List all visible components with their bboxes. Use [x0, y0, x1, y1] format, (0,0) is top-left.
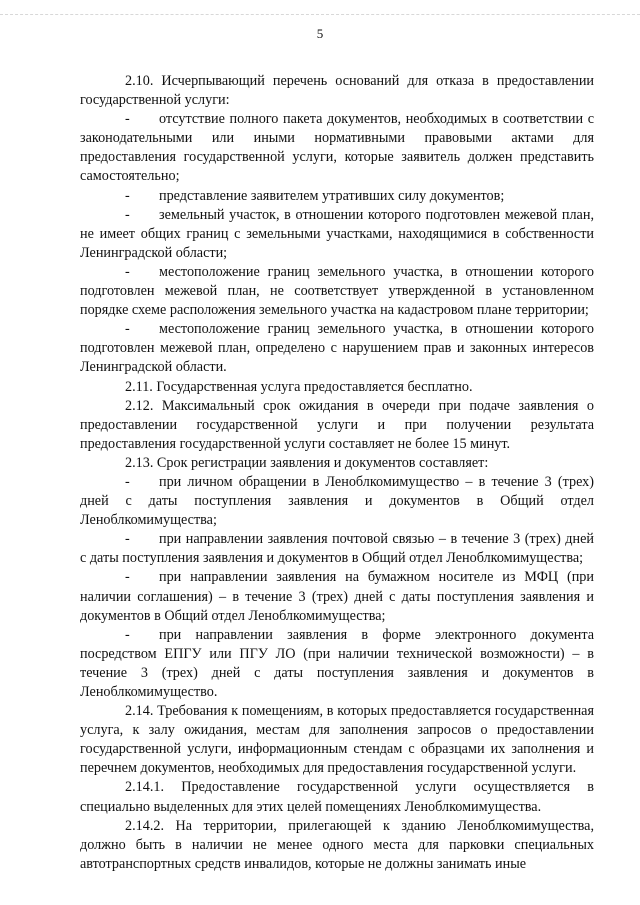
list-item [80, 568, 594, 625]
list-item [80, 187, 594, 206]
list-dash-marker: - [125, 187, 130, 204]
list-dash-marker: - [125, 206, 130, 223]
list-item [80, 473, 594, 530]
top-divider [0, 14, 640, 15]
paragraph [80, 817, 594, 874]
paragraph-text: при направлении заявления почтовой связью – в течение 3 (трех) дней с даты поступления заявления и документов в Общий отдел Леноблкомимущества; [80, 531, 594, 567]
list-item [80, 206, 594, 263]
paragraph-text: при личном обращении в Леноблкомимущество – в течение 3 (трех) дней с даты поступления заявления и документов в Общий отдел Леноблкомимущества; [80, 473, 594, 529]
paragraph-text: отсутствие полного пакета документов, необходимых в соответствии с законодательными или иными нормативными правовыми актами для предоставления государственной услуги, которые заявитель должен представить самостоятельно; [80, 111, 594, 185]
list-dash-marker: - [125, 531, 130, 548]
list-item [80, 263, 594, 320]
list-item [80, 320, 594, 377]
paragraph [80, 378, 594, 397]
paragraph-text: 2.14.2. На территории, прилегающей к зданию Леноблкомимущества, должно быть в наличии не менее одного места для парковки специальных автотранспортных средств инвалидов, которые не должны занимать иные [80, 817, 594, 872]
paragraph [80, 702, 594, 778]
paragraph-text: 2.13. Срок регистрации заявления и документов составляет: [125, 454, 489, 471]
document-body [80, 72, 594, 874]
list-item [80, 110, 594, 186]
paragraph-text: 2.11. Государственная услуга предоставляется бесплатно. [125, 378, 473, 395]
paragraph-text: 2.14.1. Предоставление государственной услуги осуществляется в специально выделенных для этих целей помещениях Леноблкомимущества. [80, 779, 594, 815]
paragraph-text: земельный участок, в отношении которого подготовлен межевой план, не имеет общих границ с земельными участками, находящимися в собственности Ленинградской области; [80, 206, 594, 261]
list-dash-marker: - [125, 626, 130, 643]
paragraph [80, 397, 594, 454]
list-dash-marker: - [125, 321, 130, 338]
list-dash-marker: - [125, 111, 130, 128]
paragraph [80, 454, 594, 473]
paragraph-text: 2.10. Исчерпывающий перечень оснований для отказа в предоставлении государственной услуги: [80, 73, 594, 109]
paragraph-text: при направлении заявления на бумажном носителе из МФЦ (при наличии соглашения) – в течение 3 (трех) дней с даты поступления заявления и документов в Общий отдел Леноблкомимущества; [80, 569, 594, 624]
paragraph-text: местоположение границ земельного участка, в отношении которого подготовлен межевой план, определено с нарушением прав и законных интересов Ленинградской области. [80, 321, 594, 376]
paragraph-text: 2.12. Максимальный срок ожидания в очереди при подаче заявления о предоставлении государственной услуги и при получении результата предоставления государственной услуги составляет не более 15 минут. [80, 397, 594, 452]
list-dash-marker: - [125, 473, 130, 490]
paragraph-text: представление заявителем утративших силу документов; [159, 187, 505, 204]
paragraph [80, 778, 594, 816]
list-dash-marker: - [125, 569, 130, 586]
paragraph-text: при направлении заявления в форме электронного документа посредством ЕПГУ или ПГУ ЛО (при наличии технической возможности) – в течение 3 (трех) дней с даты поступления заявления и документов в Леноблкомимущество. [80, 626, 594, 700]
list-dash-marker: - [125, 263, 130, 280]
list-item [80, 626, 594, 702]
paragraph [80, 72, 594, 110]
paragraph-text: местоположение границ земельного участка, в отношении которого подготовлен межевой план, не соответствует утвержденной в установленном порядке схеме расположения земельного участка на кадастровом плане территории; [80, 263, 594, 319]
list-item [80, 530, 594, 568]
page-number: 5 [316, 26, 324, 41]
paragraph-text: 2.14. Требования к помещениям, в которых предоставляется государственная услуга, к залу ожидания, местам для заполнения запросов о предоставлении государственной услуги, информационным стендам с образцами их заполнения и перечнем документов, необходимых для предоставления государственной услуги. [80, 703, 594, 777]
